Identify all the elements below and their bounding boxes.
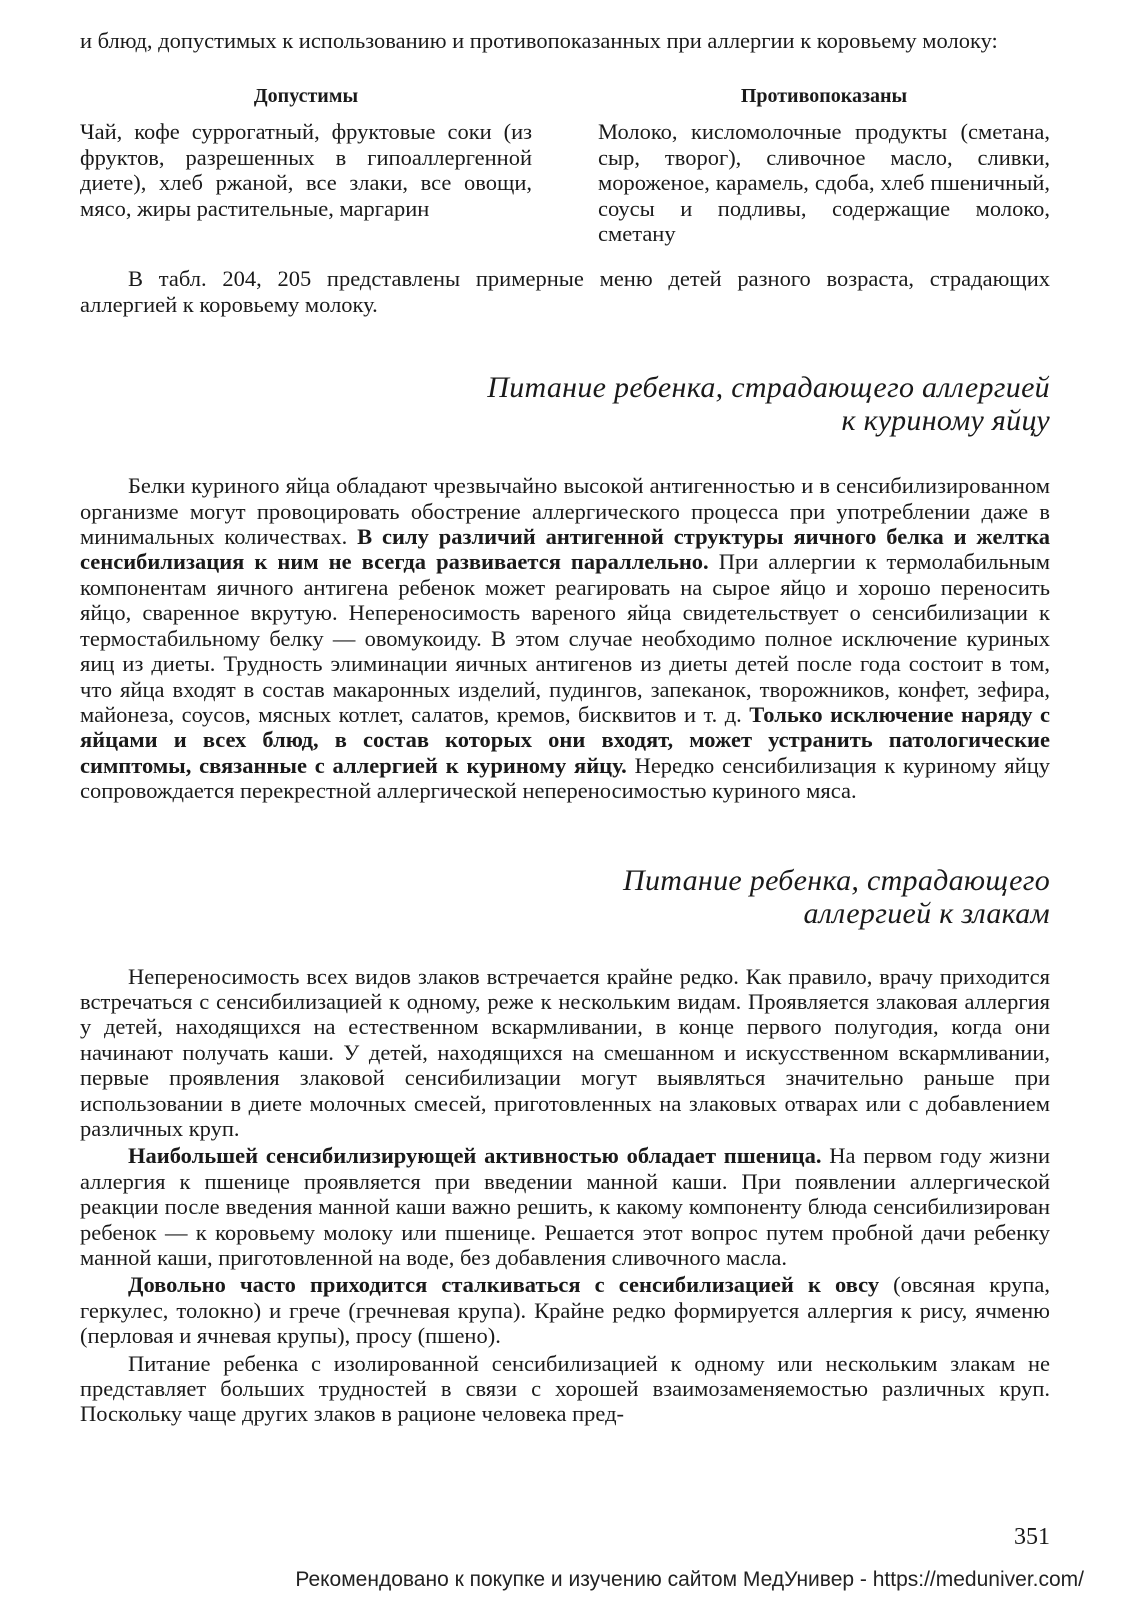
cereal-p3-text: (овсяная крупа, геркулес, толокно) и грече (гречневая крупа). Крайне редко формируется аллергия к рису, ячменю (перловая и ячневая крупы), просу (пшено). [80, 1272, 1050, 1349]
cereal-paragraph-3 [80, 1272, 1050, 1348]
section-title-egg-line1: Питание ребенка, страдающего аллергией [487, 371, 1050, 405]
footer-link-text: Рекомендовано к покупке и изучению сайтом МедУнивер - https://meduniver.com/ [295, 1568, 1084, 1591]
contraindicated-column [598, 83, 1050, 246]
egg-text-e: Нередко сенсибилизация к куриному яйцу сопровождается перекрестной аллергической непереносимостью куриного мяса. [80, 752, 1050, 804]
egg-text-bold-2: Только исключение наряду с яйцами и всех блюд, в состав которых они входят, может устранить патологические симптомы, связанные с аллергией к куриному яйцу. [80, 701, 1051, 778]
allowed-heading: Допустимы [253, 85, 359, 108]
cereal-p3-bold: Довольно часто приходится сталкиваться с сенсибилизацией к овсу [128, 1272, 880, 1298]
intro-paragraph: и блюд, допустимых к использованию и противопоказанных при аллергии к коровьему молоку: [80, 28, 998, 53]
allowed-column [80, 83, 532, 246]
cereal-paragraph-1: Непереносимость всех видов злаков встречается крайне редко. Как правило, врачу приходится встречаться с сенсибилизацией к одному, реже к нескольким видам. Проявляется злаковая аллергия у детей, находящихся на естественном вскармливании, в конце первого полугодия, когда они начинают получать каши. У детей, находящихся на смешанном и искусственном вскармливании, первые проявления злаковой сенсибилизации могут выявляться значительно раньше при использовании в диете молочных смесей, приготовленных на злаковых отварах или с добавлением различных круп. [80, 963, 1050, 1141]
section-title-egg-line2: к куриному яйцу [841, 404, 1050, 438]
cereal-paragraph-2 [80, 1143, 1050, 1270]
egg-paragraph [80, 473, 1050, 803]
food-columns [80, 83, 1050, 246]
section-title-cereal [80, 864, 1050, 930]
contraindicated-heading: Противопоказаны [740, 85, 908, 108]
section-title-cereal-line2: аллергией к злакам [803, 896, 1050, 930]
allowed-list: Чай, кофе суррогатный, фруктовые соки (из фруктов, разрешенных в гипоаллергенной диете), хлеб ржаной, все злаки, все овощи, мясо, жиры растительные, маргарин [80, 119, 532, 221]
section-title-egg [80, 371, 1050, 437]
cereal-p2-bold: Наибольшей сенсибилизирующей активностью обладает пшеница. [128, 1143, 822, 1169]
page-number: 351 [1014, 1524, 1050, 1550]
page-content [80, 28, 1050, 1427]
cereal-paragraph-4: Питание ребенка с изолированной сенсибилизацией к одному или нескольким злакам не представляет больших трудностей в связи с хорошей взаимозаменяемостью различных круп. Поскольку чаще других злаков в рационе человека пред- [80, 1350, 1050, 1427]
egg-text-bold-1: В силу различий антигенной структуры яичного белка и желтка сенсибилизация к ним не всегда развивается параллельно. [80, 524, 1050, 575]
cereal-p2-text: На первом году жизни аллергия к пшенице проявляется при введении манной каши. При появлении аллергической реакции после введения манной каши важно решить, к какому компоненту блюда сенсибилизирован ребенок — к коровьему молоку или пшенице. Решается этот вопрос путем пробной дачи ребенку манной каши, приготовленной на воде, без добавления сливочного масла. [80, 1143, 1050, 1270]
egg-text-a: Белки куриного яйца обладают чрезвычайно высокой антигенностью и в сенсибилизированном организме могут провоцировать обострение аллергического процесса при употреблении даже в минимальных количествах. [80, 473, 1050, 550]
tables-note: В табл. 204, 205 представлены примерные меню детей разного возраста, страдающих аллергией к коровьему молоку. [80, 266, 1050, 317]
contraindicated-list: Молоко, кисломолочные продукты (сметана, сыр, творог), сливочное масло, сливки, мороженое, карамель, сдоба, хлеб пшеничный, соусы и подливы, содержащие молоко, сметану [598, 119, 1050, 247]
egg-text-c: При аллергии к термолабильным компонентам яичного антигена ребенок может реагировать на сырое яйцо и хорошо переносить яйцо, сваренное вкрутую. Непереносимость вареного яйца свидетельствует о сенсибилизации к термостабильному белку — овомукоиду. В этом случае необходимо полное исключение куриных яиц из диеты. Трудность элиминации яичных антигенов из диеты детей после года состоит в том, что яйца входят в состав макаронных изделий, пудингов, запеканок, творожников, конфет, зефира, майонеза, соусов, мясных котлет, салатов, кремов, бисквитов и т. д. [80, 549, 1050, 727]
section-title-cereal-line1: Питание ребенка, страдающего [622, 863, 1050, 897]
